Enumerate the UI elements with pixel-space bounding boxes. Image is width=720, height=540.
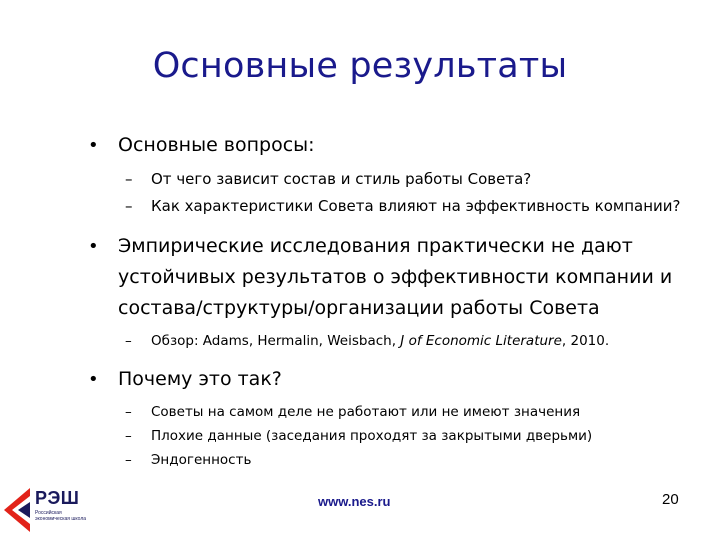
- dash-icon: –: [125, 428, 132, 444]
- sub-item: [86, 194, 686, 219]
- page-number: 20: [662, 491, 679, 508]
- slide-title: Основные результаты: [152, 46, 568, 86]
- nes-logo-icon: [2, 486, 34, 534]
- sub-item-text: Советы на самом деле не работают или не имеют значения: [151, 404, 581, 420]
- logo-text: РЭШ: [35, 488, 80, 508]
- review-suffix: , 2010.: [561, 333, 610, 349]
- bullet-item-empirical: [86, 231, 686, 324]
- review-journal: J of Economic Literature: [400, 333, 562, 349]
- sub-item-text: От чего зависит состав и стиль работы Совета?: [151, 170, 532, 188]
- sub-item: [86, 401, 686, 423]
- logo-subtitle: Российская экономическая школа: [35, 510, 87, 522]
- dash-icon: –: [125, 170, 133, 188]
- bullet-icon: •: [88, 236, 99, 257]
- sub-item-text: Как характеристики Совета влияют на эффективность компании?: [151, 197, 681, 215]
- sub-item: [86, 449, 686, 471]
- dash-icon: –: [125, 452, 132, 468]
- bullet-item-why: [86, 364, 686, 395]
- bullet-icon: •: [88, 369, 99, 390]
- sub-item: [86, 167, 686, 192]
- dash-icon: –: [125, 404, 132, 420]
- sub-item-text: Эндогенность: [151, 452, 252, 468]
- nes-logo: [2, 486, 92, 536]
- slide-body: [86, 130, 686, 471]
- footer-url[interactable]: www.nes.ru: [318, 494, 391, 509]
- dash-icon: –: [125, 333, 132, 349]
- dash-icon: –: [125, 197, 133, 215]
- bullet-text: Основные вопросы:: [118, 134, 315, 156]
- sub-item-review: [86, 330, 686, 352]
- bullet-icon: •: [88, 135, 99, 156]
- sub-item: [86, 425, 686, 447]
- bullet-item-questions: [86, 130, 686, 161]
- bullet-text: Эмпирические исследования практически не дают устойчивых результатов о эффективности компании и состава/структуры/организации работы Совета: [118, 235, 673, 319]
- bullet-text: Почему это так?: [118, 368, 282, 390]
- review-prefix: Обзор: Adams, Hermalin, Weisbach,: [151, 333, 401, 349]
- sub-item-text: Плохие данные (заседания проходят за закрытыми дверьми): [151, 428, 593, 444]
